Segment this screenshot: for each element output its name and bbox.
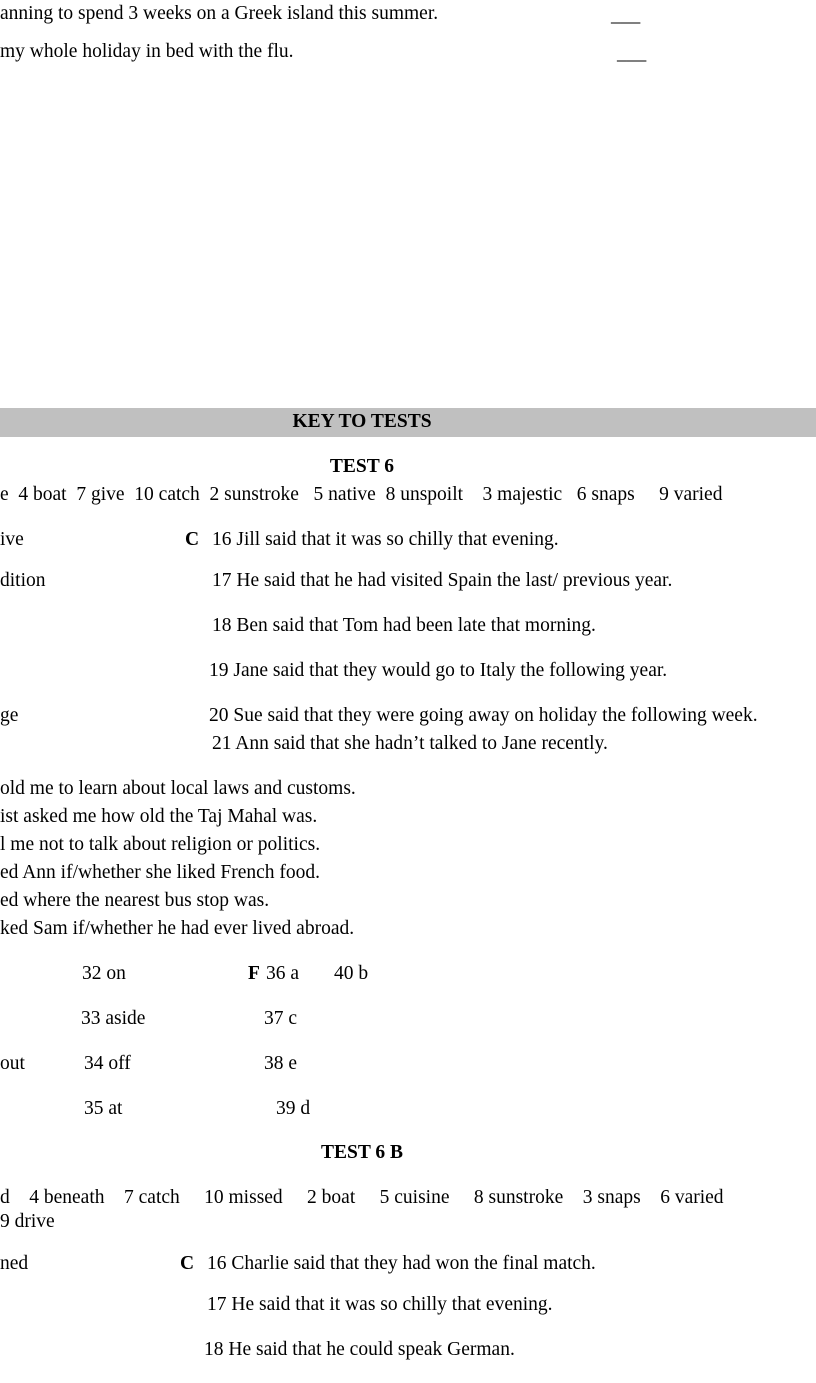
answer-39: 39 d [276, 1098, 311, 1119]
test6b-section-c-label: C [180, 1253, 195, 1274]
answer-34: 34 off [84, 1053, 131, 1074]
test6-section-f-label: F [248, 963, 260, 984]
test6-left-fragment-2: dition [0, 570, 46, 591]
reported-line-2: ist asked me how old the Taj Mahal was. [0, 806, 318, 827]
test6b-c-item-17: 17 He said that it was so chilly that evening. [207, 1294, 553, 1315]
test6-c-item-20: 20 Sue said that they were going away on holiday the following week. [209, 705, 758, 726]
test6b-c-item-16: 16 Charlie said that they had won the final match. [207, 1253, 596, 1274]
header-line-1: anning to spend 3 weeks on a Greek island this summer. [0, 3, 439, 24]
reported-line-3: l me not to talk about religion or politics. [0, 834, 321, 855]
header-line-2: my whole holiday in bed with the flu. [0, 41, 294, 62]
test6-c-item-21: 21 Ann said that she hadn’t talked to Jane recently. [212, 733, 608, 754]
test6-c-item-18: 18 Ben said that Tom had been late that morning. [212, 615, 596, 636]
reported-line-5: ed where the nearest bus stop was. [0, 890, 270, 911]
reported-line-6: ked Sam if/whether he had ever lived abroad. [0, 918, 355, 939]
reported-line-4: ed Ann if/whether she liked French food. [0, 862, 321, 883]
test6b-vocab-row-2: 9 drive [0, 1211, 55, 1232]
key-to-tests-heading: KEY TO TESTS [292, 411, 432, 432]
answer-blank-2: ___ [617, 43, 647, 64]
answer-38: 38 e [264, 1053, 298, 1074]
test6b-left-fragment: ned [0, 1253, 29, 1274]
test6b-c-item-18: 18 He said that he could speak German. [204, 1339, 515, 1360]
answer-37: 37 c [264, 1008, 298, 1029]
test6-section-c-label: C [185, 529, 200, 550]
answer-blank-1: ___ [611, 5, 641, 26]
answer-36: 36 a [266, 963, 300, 984]
test6b-vocab-row: d 4 beneath 7 catch 10 missed 2 boat 5 cuisine 8 sunstroke 3 snaps 6 varied [0, 1187, 724, 1208]
answer-35: 35 at [84, 1098, 123, 1119]
reported-line-1: old me to learn about local laws and customs. [0, 778, 356, 799]
answer-32: 32 on [82, 963, 126, 984]
test6-title: TEST 6 [329, 456, 395, 477]
answer-40: 40 b [334, 963, 369, 984]
test6-left-fragment-3: ge [0, 705, 19, 726]
test6-vocab-row: e 4 boat 7 give 10 catch 2 sunstroke 5 native 8 unspoilt 3 majestic 6 snaps 9 varied [0, 484, 723, 505]
test6b-title: TEST 6 B [320, 1142, 404, 1163]
test6-c-item-16: 16 Jill said that it was so chilly that evening. [212, 529, 559, 550]
test6-left-fragment-4: out [0, 1053, 25, 1074]
test6-c-item-17: 17 He said that he had visited Spain the last/ previous year. [212, 570, 673, 591]
test6-c-item-19: 19 Jane said that they would go to Italy the following year. [209, 660, 668, 681]
answer-33: 33 aside [81, 1008, 146, 1029]
test6-left-fragment-1: ive [0, 529, 24, 550]
